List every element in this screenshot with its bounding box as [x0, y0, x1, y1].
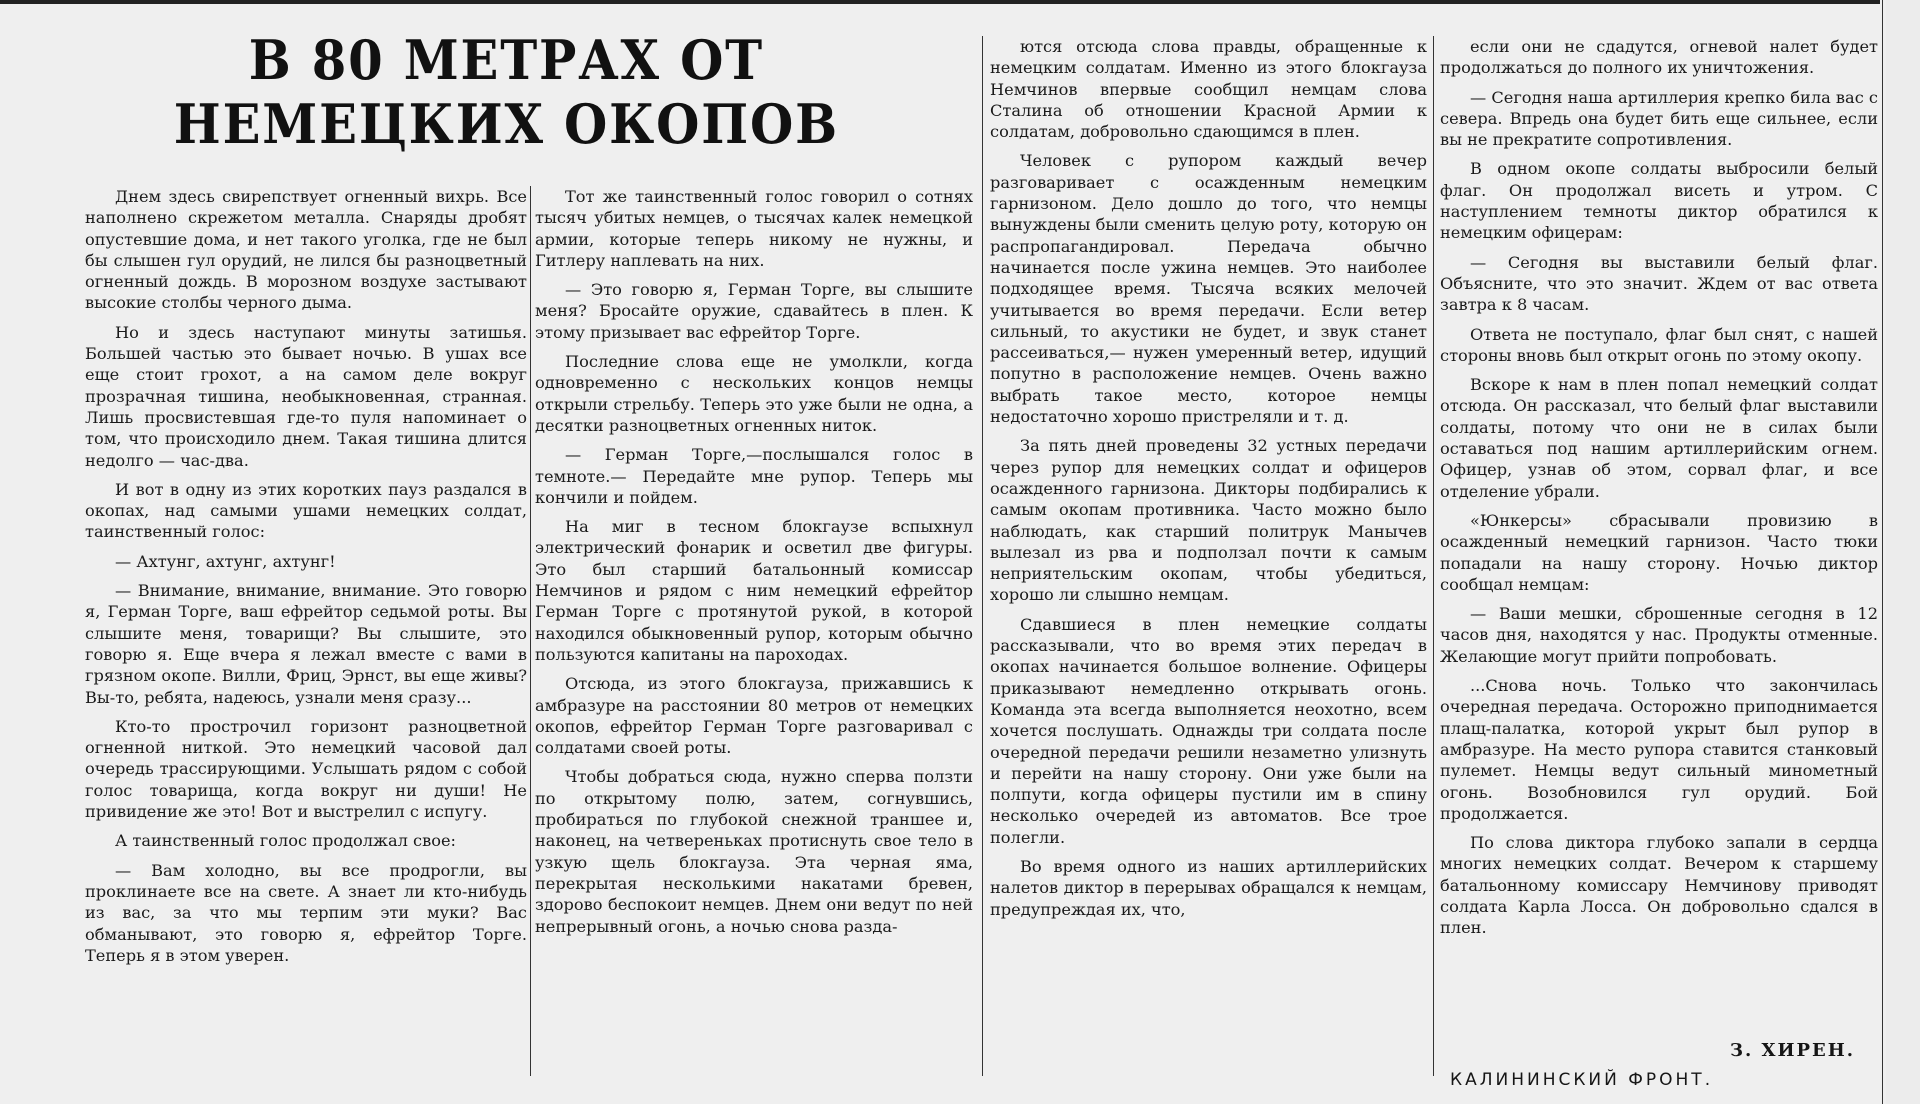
paragraph: За пять дней проведены 32 устных передачи через рупор для немецких солдат и офицеров осажденного гарнизона. Дикторы подбирались к самым окопам противника. Часто можно было наблюдать, как старший политрук Манычев вылезал из рва и подползал почти к самым неприятельским окопам, чтобы убедиться, хорошо ли слышно немцам. — [990, 436, 1427, 605]
paragraph: Отсюда, из этого блокгауза, прижавшись к амбразуре на расстоянии 80 метров от немецких окопов, ефрейтор Герман Торге разговаривал с солдатами своей роты. — [535, 674, 973, 758]
column-divider — [982, 36, 983, 1076]
paragraph: — Вам холодно, вы все продрогли, вы проклинаете все на свете. А знает ли кто-нибудь из вас, за что мы терпим эти муки? Вас обманывают, это говорю я, ефрейтор Торге. Теперь я в этом уверен. — [85, 860, 527, 965]
headline: В 80 МЕТРАХ ОТ НЕМЕЦКИХ ОКОПОВ — [173, 28, 839, 156]
paragraph: — Ваши мешки, сброшенные сегодня в 12 часов дня, находятся у нас. Продукты отменные. Желающие могут прийти попробовать. — [1440, 604, 1878, 666]
article-column-4 — [1440, 36, 1878, 947]
article-column-1 — [85, 186, 527, 974]
dateline-place: КАЛИНИНСКИЙ ФРОНТ. — [1450, 1070, 1714, 1090]
author-signature: З. ХИРЕН. — [1730, 1040, 1856, 1061]
paragraph: Кто-то прострочил горизонт разноцветной огненной ниткой. Это немецкий часовой дал очередь трассирующими. Услышать рядом с собой голос товарища, когда вокруг ни души! Не привидение же это! Вот и выстрелил с испугу. — [85, 716, 527, 822]
paragraph: Во время одного из наших артиллерийских налетов диктор в перерывах обращался к немцам, предупреждая их, что, — [990, 856, 1427, 919]
paragraph: На миг в тесном блокгаузе вспыхнул электрический фонарик и осветил две фигуры. Это был старший батальонный комиссар Немчинов и рядом с ним немецкий ефрейтор Герман Торге с протянутой рукой, в которой находился обыкновенный рупор, которым обычно пользуются капитаны на пароходах. — [535, 517, 973, 664]
paragraph: Человек с рупором каждый вечер разговаривает с осажденным немецким гарнизоном. Дело дошло до того, что немцы вынуждены были сменить целую роту, которую он распропагандировал. Передача обычно начинается после ужина немцев. Это наиболее подходящее время. Тысяча всяких мелочей учитывается во время передачи. Если ветер сильный, то акустики не будет, и звук станет рассеиваться,— нужен умеренный ветер, идущий попутно в расположение немцев. Очень важно выбрать такое место, которое немцы недостаточно хорошо пристреляли и т. д. — [990, 151, 1427, 427]
paragraph: — Сегодня вы выставили белый флаг. Объясните, что это значит. Ждем от вас ответа завтра к 8 часам. — [1440, 252, 1878, 315]
paragraph: «Юнкерсы» сбрасывали провизию в осажденный немецкий гарнизон. Часто тюки попадали на нашу сторону. Ночью диктор сообщал немцам: — [1440, 510, 1878, 594]
paragraph: — Сегодня наша артиллерия крепко била вас с севера. Впредь она будет бить еще сильнее, если вы не прекратите сопротивления. — [1440, 87, 1878, 150]
paragraph: Чтобы добраться сюда, нужно сперва ползти по открытому полю, затем, согнувшись, пробираться по глубокой снежной траншее и, наконец, на четвереньках протиснуть свое тело в узкую щель блокгауза. Эта черная яма, перекрытая несколькими накатами бревен, здорово беспокоит немцев. Днем они ведут по ней непрерывный огонь, а ночью снова разда- — [535, 767, 973, 936]
page-edge-divider — [1882, 0, 1883, 1104]
paragraph: А таинственный голос продолжал свое: — [115, 831, 456, 851]
column-divider — [1433, 36, 1434, 1076]
paragraph: — Ахтунг, ахтунг, ахтунг! — [115, 551, 336, 571]
paragraph: — Внимание, внимание, внимание. Это говорю я, Герман Торге, ваш ефрейтор седьмой роты. Вы слышите меня, товарищи? Вы слышите, это говорю я. Еще вчера я лежал вместе с вами в грязном окопе. Вилли, Фриц, Эрнст, вы еще живы? Вы-то, ребята, надеюсь, узнали меня сразу... — [85, 581, 527, 707]
adjacent-column-fragment — [1886, 0, 1920, 1104]
paragraph: ...Снова ночь. Только что закончилась очередная передача. Осторожно приподнимается плащ-палатка, которой укрыт был рупор в амбразуре. На место рупора ставится станковый пулемет. Немцы ведут сильный минометный огонь. Возобновился гул орудий. Бой продолжается. — [1440, 676, 1878, 823]
article-column-3 — [990, 36, 1427, 928]
paragraph: Тот же таинственный голос говорил о сотнях тысяч убитых немцев, о тысячах калек немецкой армии, которые теперь никому не нужны, и Гитлеру наплевать на них. — [535, 187, 973, 270]
paragraph: Днем здесь свирепствует огненный вихрь. Все наполнено скрежетом металла. Снаряды дробят опустевшие дома, и нет такого уголка, где не был бы слышен гул орудий, не лился бы разноцветный огненный дождь. В морозном воздухе застывают высокие столбы черного дыма. — [85, 187, 527, 313]
top-rule — [0, 0, 1880, 4]
article-column-2 — [535, 186, 973, 945]
paragraph: Сдавшиеся в плен немецкие солдаты рассказывали, что во время этих передач в окопах начинается большое волнение. Офицеры приказывают немедленно открывать огонь. Команда эта всегда выполняется неохотно, всем хочется послушать. Однажды три солдата после очередной передачи решили незаметно улизнуть и перейти на нашу сторону. Они уже были на полпути, когда офицеры пустили им в спину несколько очередей из автоматов. Все трое полегли. — [990, 614, 1427, 847]
column-divider — [530, 186, 531, 1076]
paragraph: ются отсюда слова правды, обращенные к немецким солдатам. Именно из этого блокгауза Немчинов впервые сообщил немцам слова Сталина об отношении Красной Армии к солдатам, добровольно сдающимся в плен. — [990, 37, 1427, 142]
paragraph: И вот в одну из этих коротких пауз раздался в окопах, над самыми ушами немецких солдат, таинственный голос: — [85, 479, 527, 542]
paragraph: — Это говорю я, Герман Торге, вы слышите меня? Бросайте оружие, сдавайтесь в плен. К этому призывает вас ефрейтор Торге. — [535, 280, 973, 342]
paragraph: Последние слова еще не умолкли, когда одновременно с нескольких концов немцы открыли стрельбу. Теперь это уже были не одна, а десятки разноцветных огненных ниток. — [535, 352, 973, 435]
paragraph: По слова диктора глубоко запали в сердца многих немецких солдат. Вечером к старшему батальонному комиссару Немчинову приводят солдата Карла Лосса. Он добровольно сдался в плен. — [1440, 833, 1878, 938]
paragraph: Вскоре к нам в плен попал немецкий солдат отсюда. Он рассказал, что белый флаг выставили солдаты, потому что они не в силах были оставаться под нашим артиллерийским огнем. Офицер, узнав об этом, сорвал флаг, и все отделение убрали. — [1440, 375, 1878, 501]
paragraph: — Герман Торге,—послышался голос в темноте.— Передайте мне рупор. Теперь мы кончили и пойдем. — [535, 445, 973, 507]
paragraph: если они не сдадутся, огневой налет будет продолжаться до полного их уничтожения. — [1440, 37, 1878, 78]
paragraph: Ответа не поступало, флаг был снят, с нашей стороны вновь был открыт огонь по этому окопу. — [1440, 324, 1878, 365]
paragraph: Но и здесь наступают минуты затишья. Большей частью это бывает ночью. В ушах все еще стоит грохот, а на самом деле вокруг прозрачная тишина, необыкновенная, странная. Лишь просвистевшая где-то пуля напоминает о том, что происходило днем. Такая тишина длится недолго — час-два. — [85, 322, 527, 470]
paragraph: В одном окопе солдаты выбросили белый флаг. Он продолжал висеть и утром. С наступлением темноты диктор обратился к немецким офицерам: — [1440, 159, 1878, 243]
